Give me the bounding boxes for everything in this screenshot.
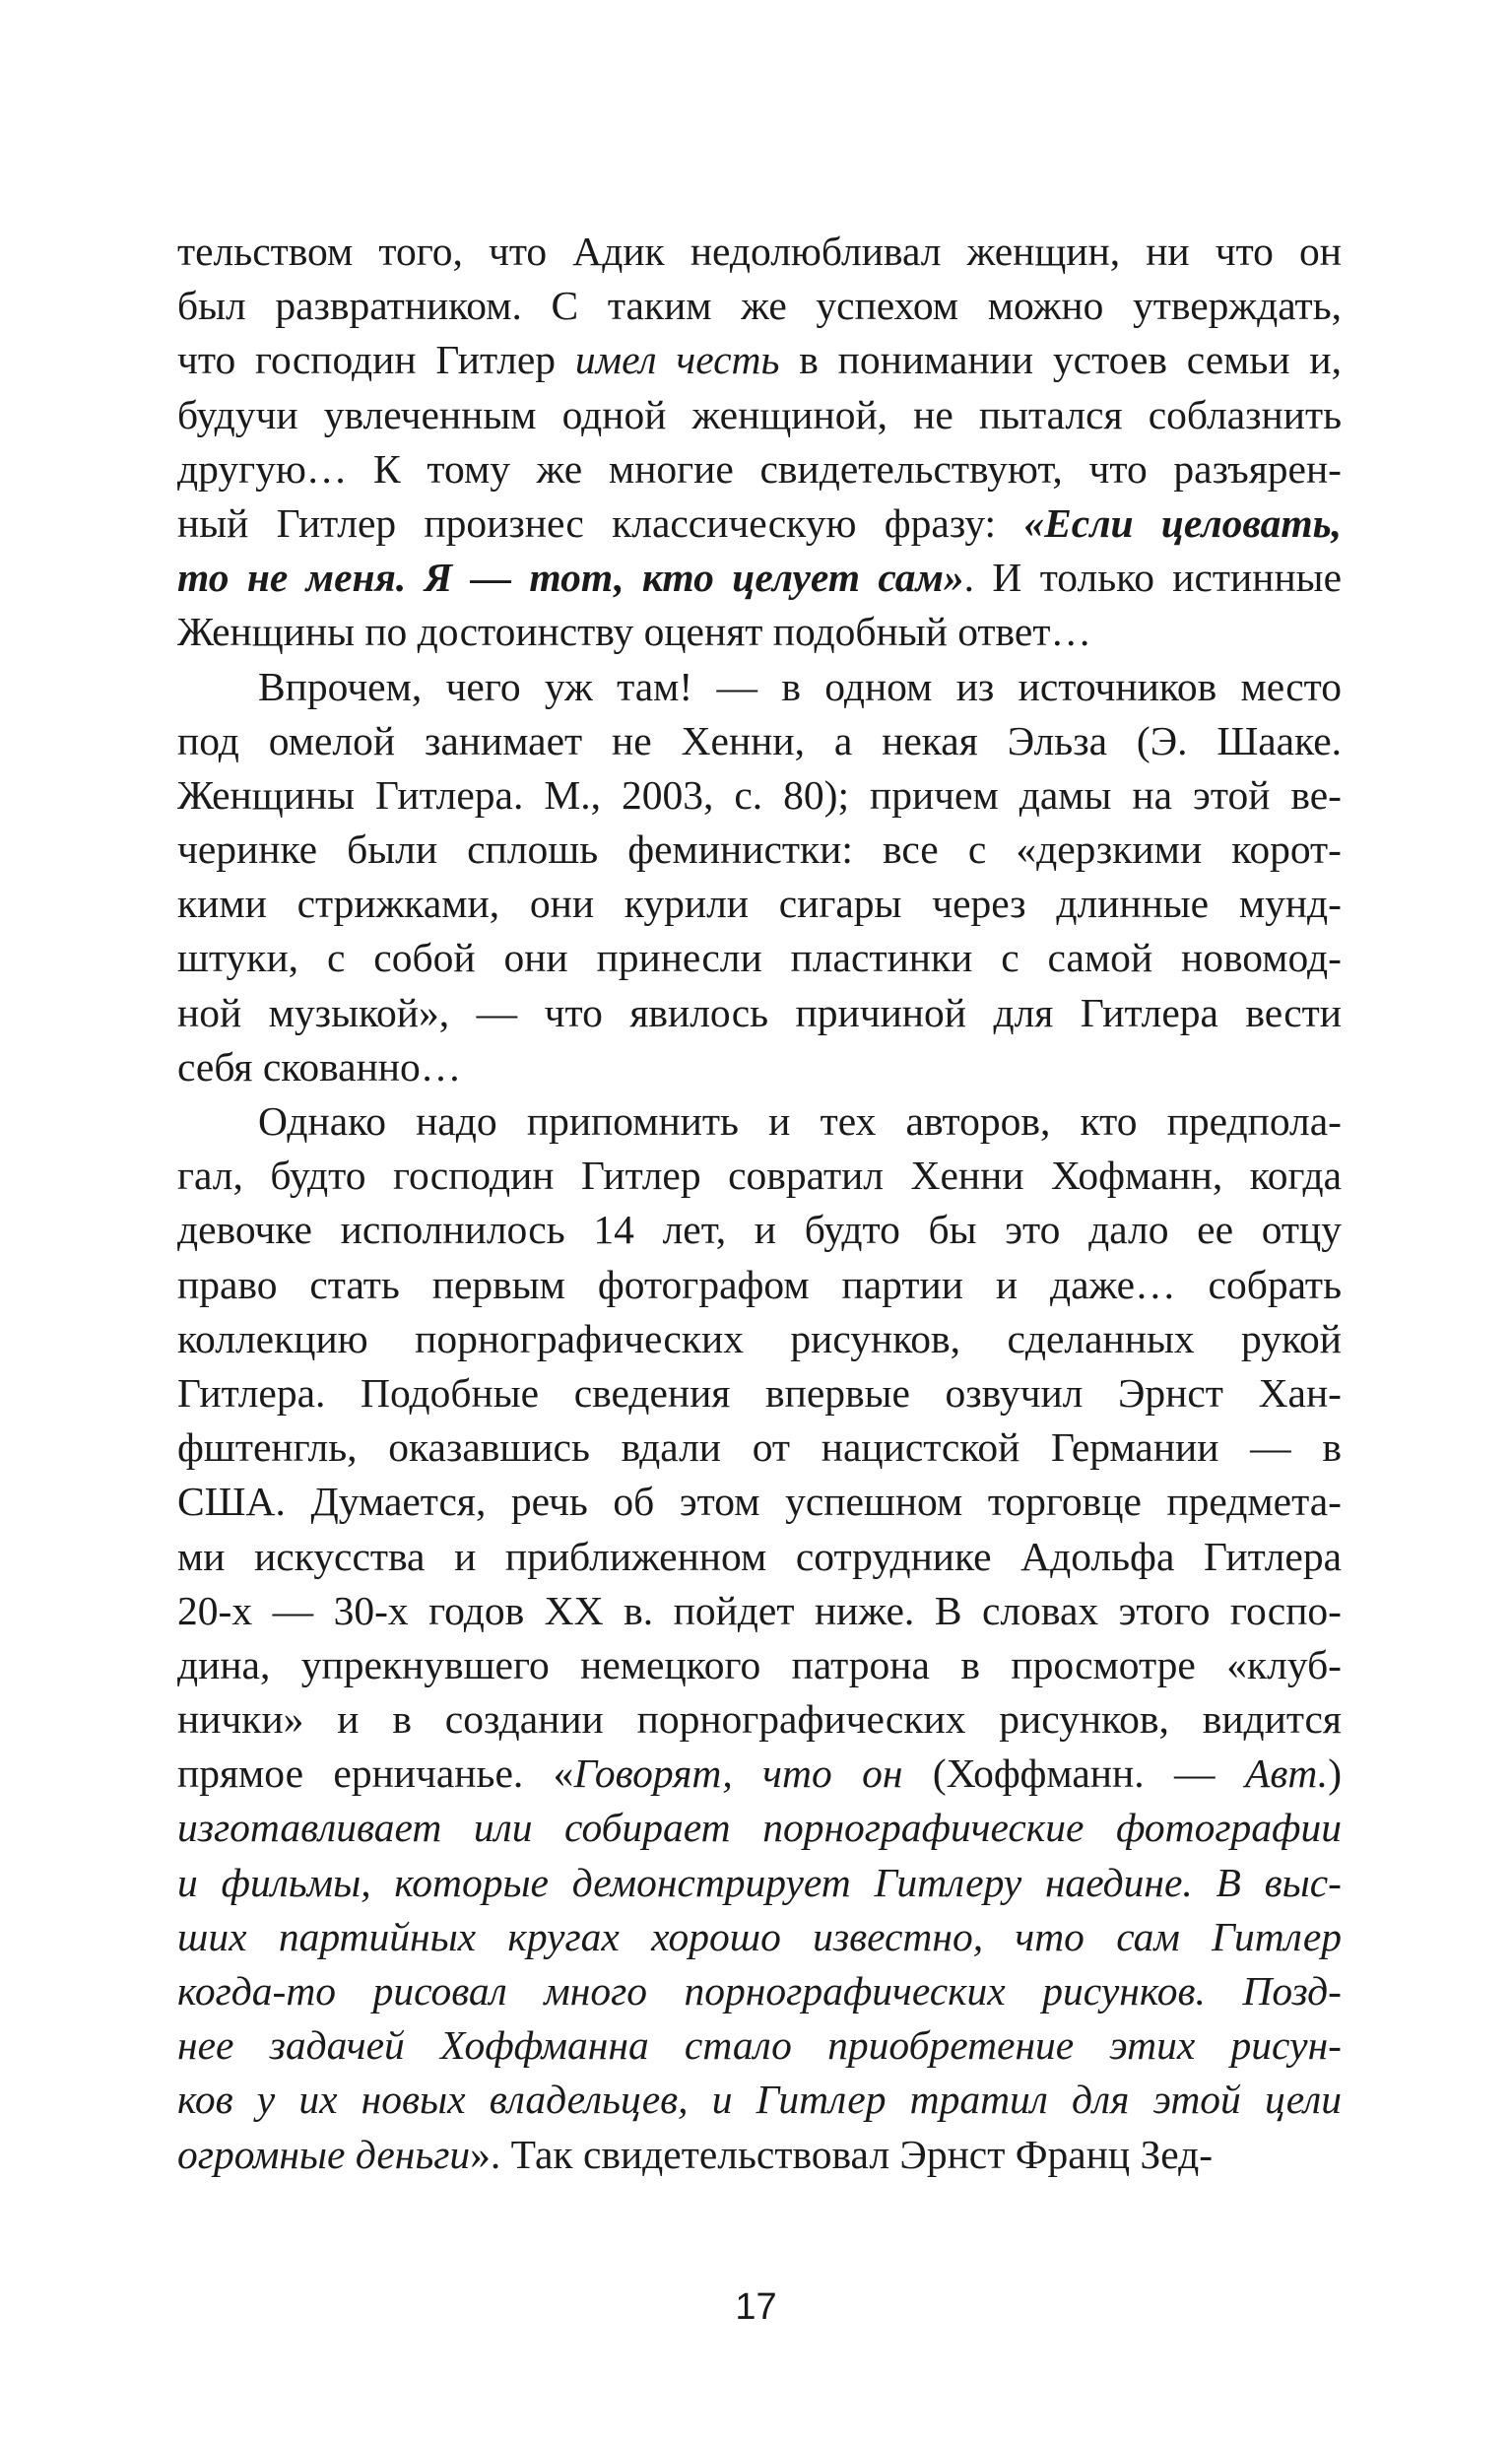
text-line [177,551,1342,605]
text-run: фштенгль, оказавшись вдали от нацистской Германии — в [177,1424,1342,1471]
italic-text: Говорят, что он [573,1750,903,1797]
bold-italic-quote: то не меня. Я — тот, кто целует сам» [177,555,964,601]
text-line [177,1856,1342,1910]
text-run: прямое ерничанье. « [177,1750,574,1797]
text-line [177,1638,1342,1692]
text-line [177,1094,1342,1149]
text-run: девочке исполнилось 14 лет, и будто бы это дало ее отцу [177,1207,1342,1253]
text-line [177,1584,1342,1638]
text-line [177,1366,1342,1420]
text-line [177,225,1342,279]
text-line [177,1692,1342,1747]
page-number: 17 [735,2286,777,2328]
text-run: тельством того, что Адик недолюбливал женщин, ни что он [177,229,1342,274]
text-run: право стать первым фотографом партии и даже… собрать [177,1261,1342,1307]
text-line [177,2018,1342,2073]
text-line [177,1475,1342,1529]
text-line [177,333,1342,387]
text-line [177,2128,1342,2182]
text-line [177,714,1342,768]
text-line [177,823,1342,877]
text-run: в понимании устоев семьи и, [779,337,1342,383]
text-run: кими стрижками, они курили сигары через длинные мунд- [177,881,1342,927]
text-run: штуки, с собой они принесли пластинки с самой новомод- [177,935,1342,981]
text-line [177,442,1342,496]
text-line [177,1530,1342,1584]
italic-text: когда-то рисовал много порнографических рисунков. Позд- [177,1968,1342,2014]
text-run: ной музыкой», — что явилось причиной для Гитлера вести [177,989,1342,1035]
italic-text: огромные деньги [177,2131,471,2177]
text-line [177,660,1342,714]
text-run: ми искусства и приближенном сотруднике Адольфа Гитлера [177,1533,1342,1579]
text-line [177,1040,1342,1094]
text-run: коллекцию порнографических рисунков, сделанных рукой [177,1315,1342,1361]
text-line [177,1203,1342,1257]
text-run: гал, будто господин Гитлер совратил Хенни Хофманн, когда [177,1153,1342,1199]
text-run: Женщины по достоинству оценят подобный ответ… [177,609,1091,655]
text-run: США. Думается, речь об этом успешном торговце предмета- [177,1479,1342,1525]
text-line [177,279,1342,333]
text-line [177,1801,1342,1855]
text-line [177,986,1342,1040]
text-run: был развратником. С таким же успехом можно утверждать, [177,283,1342,329]
text-run: Женщины Гитлера. М., 2003, с. 80); причем дамы на этой ве- [177,771,1342,818]
text-run: под омелой занимает не Хенни, а некая Эльза (Э. Шааке. [177,717,1342,763]
italic-text: Авт. [1244,1750,1329,1797]
italic-text: ших партийных кругах хорошо известно, что сам Гитлер [177,1913,1342,1959]
text-line [177,1420,1342,1475]
text-line [177,1910,1342,1964]
text-run: Однако надо припомнить и тех авторов, кто предпола- [258,1098,1342,1144]
text-line [177,496,1342,551]
text-run: Гитлера. Подобные сведения впервые озвучил Эрнст Хан- [177,1369,1342,1416]
italic-text: и фильмы, которые демонстрирует Гитлеру наедине. В выс- [177,1859,1342,1905]
text-line [177,1964,1342,2018]
text-run: черинке были сплошь феминистки: все с «дерзкими корот- [177,826,1342,873]
text-line [177,388,1342,442]
paragraph [177,225,1342,660]
text-run: нички» и в создании порнографических рисунков, видится [177,1696,1342,1743]
text-line [177,877,1342,931]
page-text [177,225,1342,2182]
text-line [177,1312,1342,1366]
italic-text: нее задачей Хоффманна стало приобретение этих рисун- [177,2022,1342,2069]
text-run: . И только истинные [963,555,1342,601]
text-run: себя скованно… [177,1043,462,1089]
text-line [177,931,1342,985]
text-run: будучи увлеченным одной женщиной, не пытался соблазнить [177,391,1342,437]
italic-text: ков у их новых владельцев, и Гитлер тратил для этой цели [177,2077,1342,2123]
bold-italic-quote: «Если целовать, [1023,499,1342,546]
paragraph [177,660,1342,1095]
text-run: Впрочем, чего уж там! — в одном из источников место [258,663,1342,709]
text-run: ный Гитлер произнес классическую фразу: [177,499,1024,546]
italic-text: изготавливает или собирает порнографические фотографии [177,1805,1342,1851]
text-line [177,1149,1342,1203]
text-run: (Хоффманн. — [902,1750,1245,1797]
text-line [177,1258,1342,1312]
text-line [177,2073,1342,2127]
text-run: 20-х — 30-х годов XX в. пойдет ниже. В словах этого госпо- [177,1587,1342,1633]
text-run: что господин Гитлер [177,337,575,383]
text-run: дина, упрекнувшего немецкого патрона в просмотре «клуб- [177,1641,1342,1687]
text-line [177,768,1342,823]
text-line [177,605,1342,659]
italic-text: имел честь [574,337,780,383]
text-line [177,1747,1342,1801]
text-run: другую… К тому же многие свидетельствуют, что разъярен- [177,445,1342,492]
text-run: ». Так свидетельствовал Эрнст Франц Зед- [470,2131,1214,2177]
paragraph [177,1094,1342,2182]
text-run: ) [1328,1750,1343,1797]
